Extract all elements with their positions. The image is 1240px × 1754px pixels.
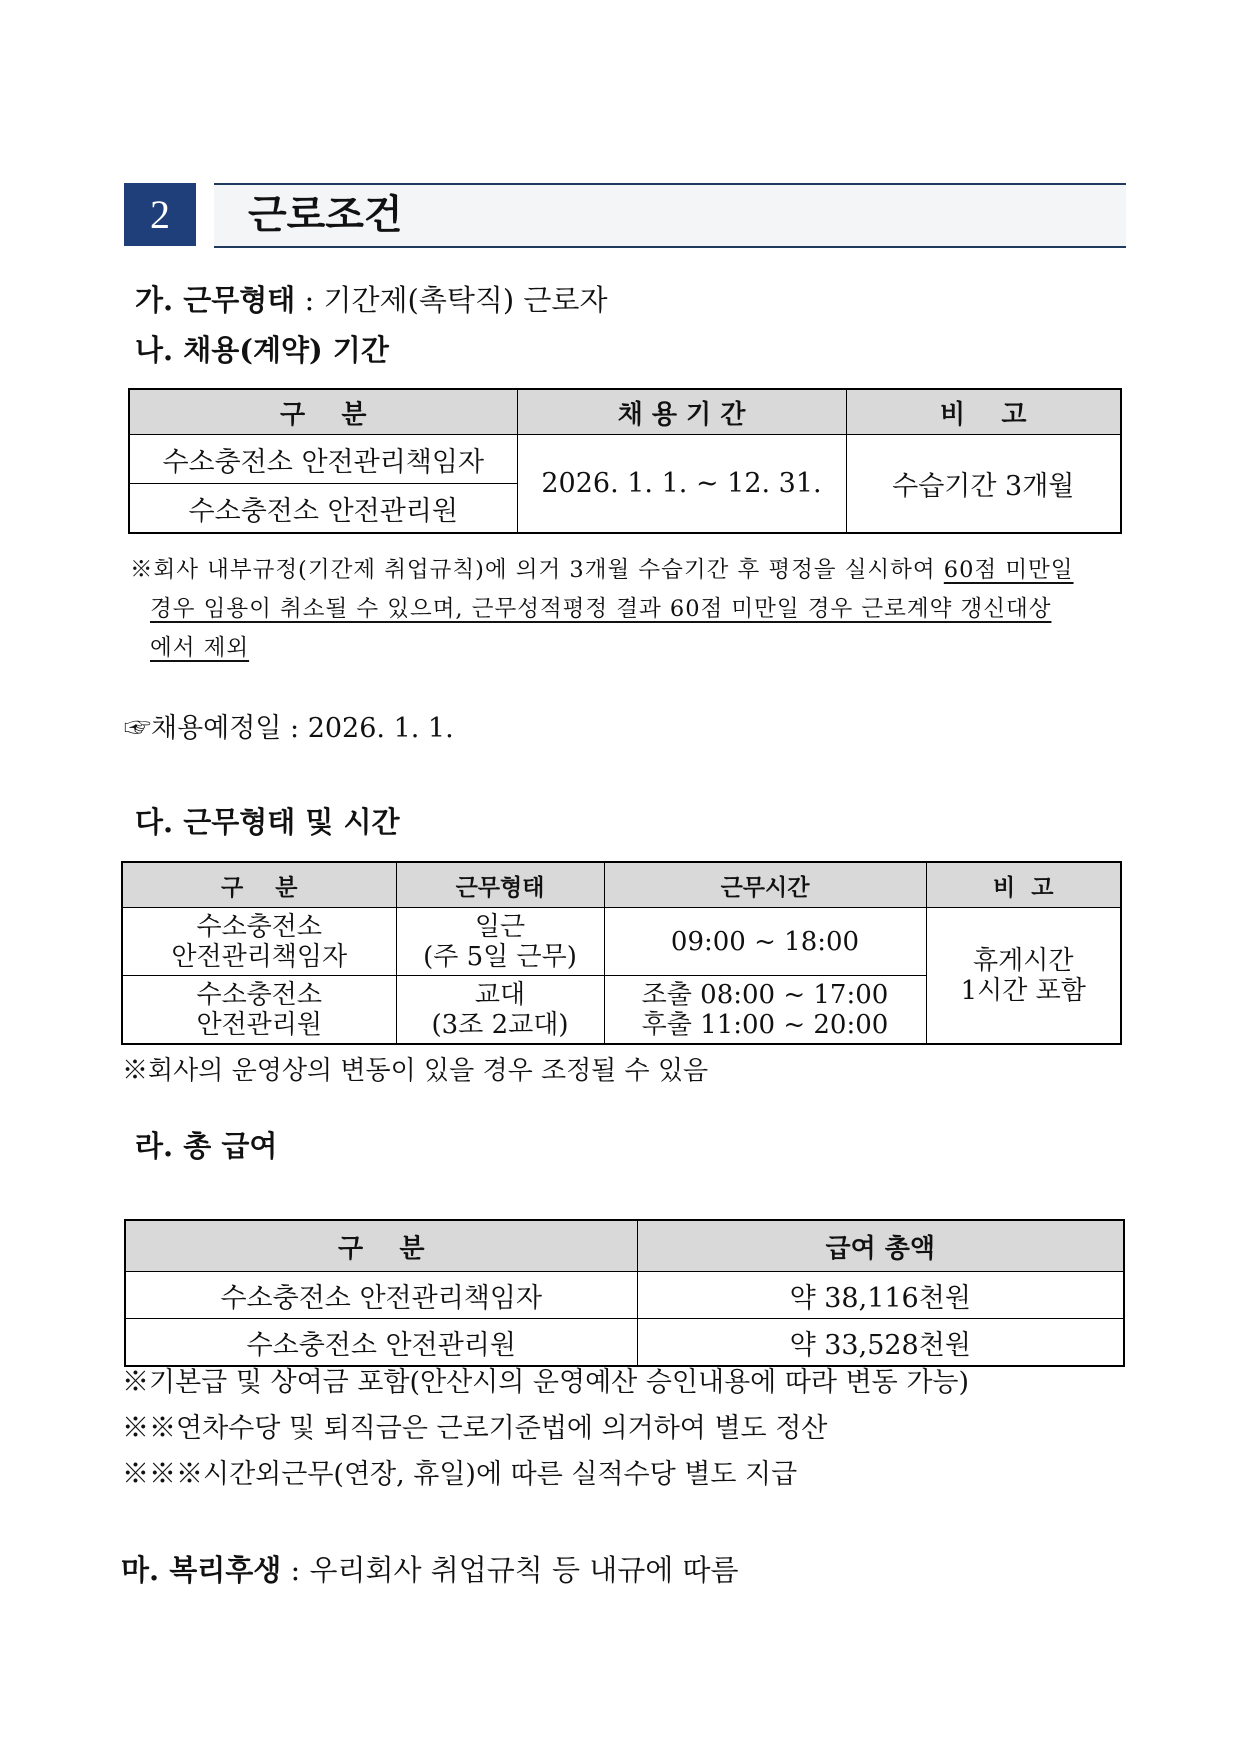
table-cell: 약 38,116천원 xyxy=(637,1272,1124,1319)
work-type-label: 가. 근무형태 xyxy=(135,283,296,317)
table-cell: 수소충전소 안전관리원 xyxy=(129,484,517,534)
salary-note: ※기본급 및 상여금 포함(안산시의 운영예산 승인내용에 따라 변동 가능) xyxy=(122,1367,970,1398)
work-type-line xyxy=(135,280,607,320)
table-header: 급여 총액 xyxy=(637,1220,1124,1272)
salary-table xyxy=(124,1219,1125,1367)
note-text: 경우 임용이 취소될 수 있으며, 근무성적평정 결과 60점 미만일 경우 근로계약 갱신대상 xyxy=(150,596,1052,622)
note-text: ※회사 내부규정(기간제 취업규칙)에 의거 3개월 수습기간 후 평정을 실시하여 xyxy=(130,557,944,583)
table-row xyxy=(125,1319,1124,1367)
table-cell: 수소충전소 안전관리원 xyxy=(122,976,396,1045)
table-header: 근무형태 xyxy=(396,862,604,908)
welfare-label: 마. 복리후생 xyxy=(121,1553,282,1587)
period-cell: 2026. 1. 1. ~ 12. 31. xyxy=(517,435,846,534)
operations-note: ※회사의 운영상의 변동이 있을 경우 조정될 수 있음 xyxy=(122,1056,709,1086)
work-hours-heading xyxy=(135,802,400,842)
note-text: 에서 제외 xyxy=(150,635,250,661)
table-cell: 수소충전소 안전관리책임자 xyxy=(122,908,396,976)
remark-cell: 휴게시간 1시간 포함 xyxy=(926,908,1121,1045)
table-header: 근무시간 xyxy=(604,862,926,908)
work-hours-table xyxy=(121,861,1122,1045)
table-cell: 일근 (주 5일 근무) xyxy=(396,908,604,976)
table-cell: 수소충전소 안전관리원 xyxy=(125,1319,637,1367)
probation-note xyxy=(130,551,1128,668)
table-header: 채 용 기 간 xyxy=(517,389,846,435)
welfare-line xyxy=(121,1550,739,1590)
work-type-sep: : xyxy=(295,283,324,317)
section-number: 2 xyxy=(124,183,196,246)
table-cell: 교대 (3조 2교대) xyxy=(396,976,604,1045)
salary-note: ※※※시간외근무(연장, 휴일)에 따른 실적수당 별도 지급 xyxy=(122,1459,798,1490)
welfare-value: 우리회사 취업규칙 등 내규에 따름 xyxy=(309,1553,739,1587)
hire-date-label: 채용예정일 xyxy=(151,713,282,744)
contract-period-heading xyxy=(135,330,389,370)
table-header: 비 고 xyxy=(846,389,1121,435)
contract-period-label: 나. 채용(계약) 기간 xyxy=(135,333,389,367)
table-header: 구 분 xyxy=(129,389,517,435)
table-header: 비 고 xyxy=(926,862,1121,908)
work-type-value: 기간제(촉탁직) 근로자 xyxy=(323,283,608,317)
table-cell: 조출 08:00 ~ 17:00 후출 11:00 ~ 20:00 xyxy=(604,976,926,1045)
table-cell: 09:00 ~ 18:00 xyxy=(604,908,926,976)
table-row xyxy=(122,908,1121,976)
hire-date-value: 2026. 1. 1. xyxy=(307,713,454,744)
table-header: 구 분 xyxy=(125,1220,637,1272)
hire-date-sep: : xyxy=(281,713,308,744)
welfare-sep: : xyxy=(281,1553,310,1587)
note-text: 60점 미만일 xyxy=(943,557,1074,583)
remark-cell: 수습기간 3개월 xyxy=(846,435,1121,534)
table-cell: 수소충전소 안전관리책임자 xyxy=(125,1272,637,1319)
table-cell: 약 33,528천원 xyxy=(637,1319,1124,1367)
table-row xyxy=(125,1272,1124,1319)
work-hours-label: 다. 근무형태 및 시간 xyxy=(135,805,400,839)
salary-heading xyxy=(135,1126,277,1166)
contract-period-table xyxy=(128,388,1122,534)
salary-note: ※※연차수당 및 퇴직금은 근로기준법에 의거하여 별도 정산 xyxy=(122,1413,828,1444)
section-title: 근로조건 xyxy=(248,192,403,238)
table-cell: 수소충전소 안전관리책임자 xyxy=(129,435,517,484)
pointing-hand-icon: ☞ xyxy=(124,713,151,744)
hire-date-line xyxy=(124,710,454,748)
salary-label: 라. 총 급여 xyxy=(135,1129,278,1163)
table-header: 구 분 xyxy=(122,862,396,908)
